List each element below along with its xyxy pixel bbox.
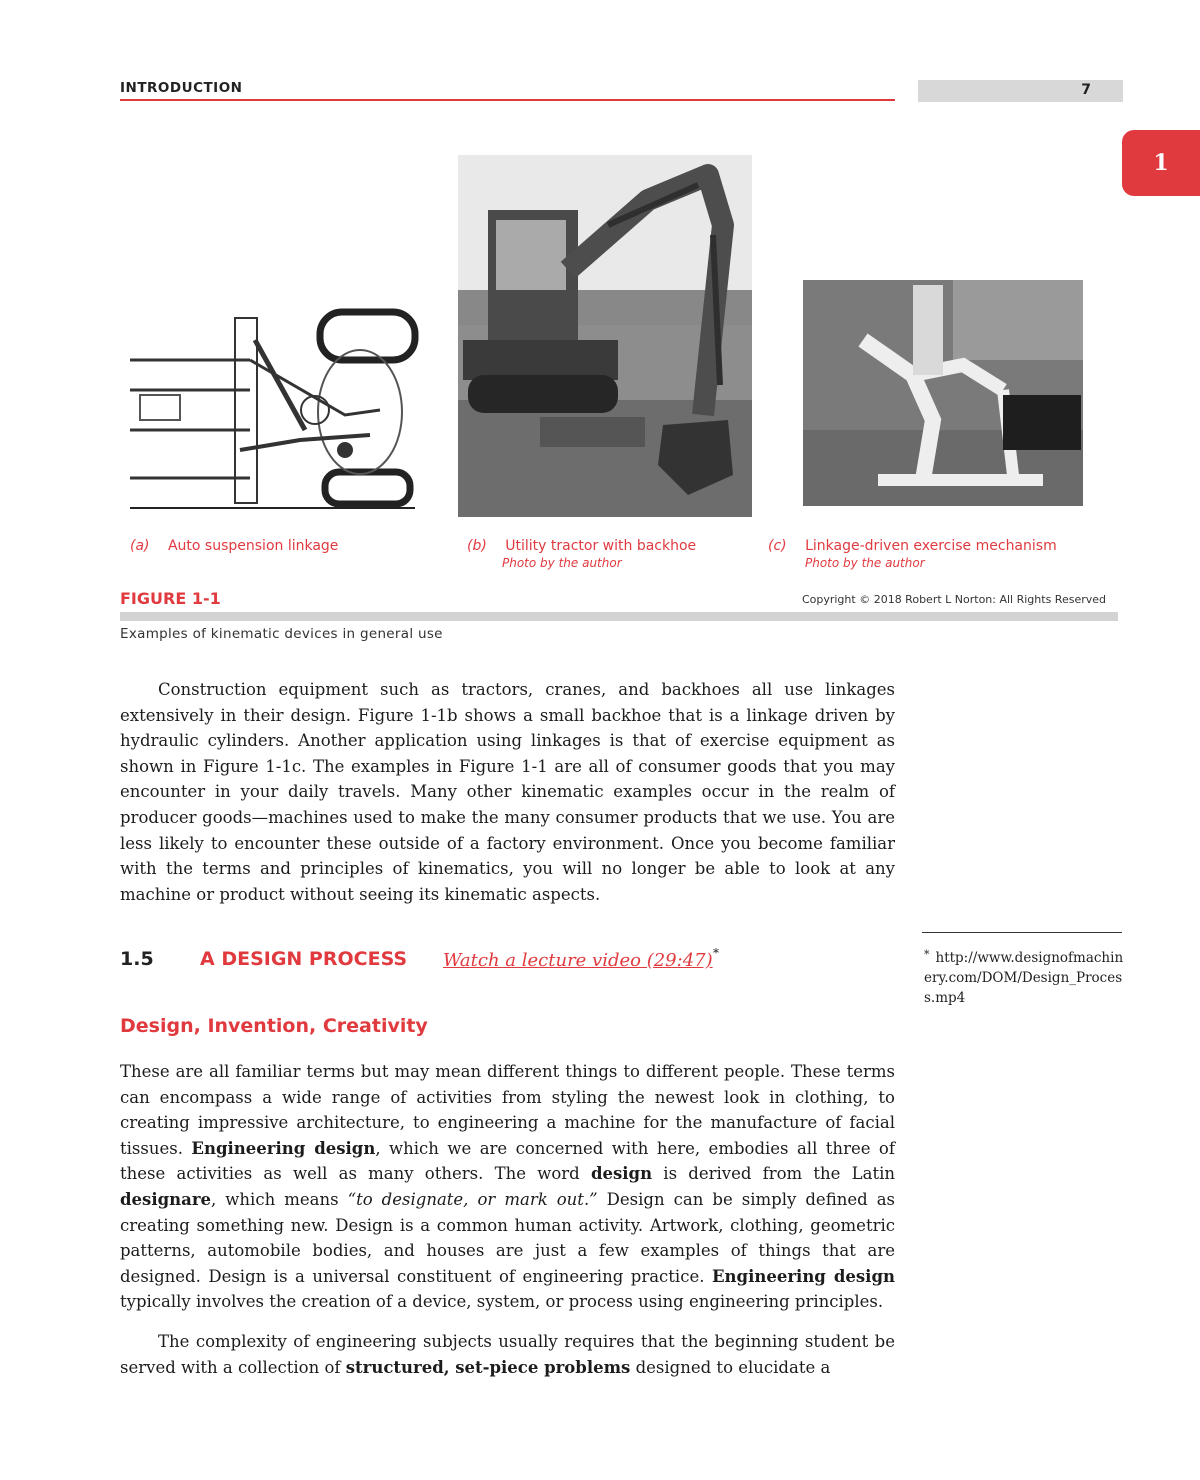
subsection-title: Design, Invention, Creativity xyxy=(120,1015,428,1037)
page-number: 7 xyxy=(1081,82,1091,98)
p2-text-6: typically involves the creation of a device, system, or process using engineering principles. xyxy=(120,1292,884,1312)
caption-b-text: Utility tractor with backhoe xyxy=(505,538,697,554)
caption-a-label: (a) xyxy=(130,538,150,554)
p2-bold-engineering-design: Engineering design xyxy=(191,1138,376,1158)
caption-c xyxy=(768,537,1057,555)
footnote-rule xyxy=(922,932,1122,933)
body-paragraph-1 xyxy=(120,677,895,907)
p2-text-1: These are all familiar terms but may mean different things to different people. These terms can encompass a wide range of activities from styling the newest look in clothing, to creating impressive architecture, to engineering a machine for the manufacture of facial tissues. xyxy=(120,1062,895,1158)
caption-b-credit: Photo by the author xyxy=(502,556,622,570)
page-number-box xyxy=(918,80,1123,102)
p2-bold-designare: designare xyxy=(120,1189,212,1209)
p2-bold-engineering-design-2: Engineering design xyxy=(711,1266,895,1286)
footnote-mark: * xyxy=(924,948,930,961)
section-number: 1.5 xyxy=(120,948,154,970)
caption-a xyxy=(130,537,338,555)
caption-c-text: Linkage-driven exercise mechanism xyxy=(805,538,1057,554)
caption-b xyxy=(467,537,696,555)
figure-description: Examples of kinematic devices in general use xyxy=(120,626,443,642)
caption-a-text: Auto suspension linkage xyxy=(167,538,339,554)
caption-c-credit: Photo by the author xyxy=(805,556,925,570)
p3-bold-structured: structured, set-piece problems xyxy=(345,1357,631,1377)
footnote-reference: * xyxy=(713,946,719,960)
backhoe-photo xyxy=(458,155,752,517)
exercise-machine-photo xyxy=(803,280,1083,506)
footnote-url[interactable]: http://www.designofmachinery.com/DOM/Design_Process.mp4 xyxy=(924,950,1124,1006)
figure-label: FIGURE 1-1 xyxy=(120,589,221,608)
suspension-linkage-drawing xyxy=(130,300,420,515)
p3-text-2: designed to elucidate a xyxy=(630,1357,831,1377)
p2-italic-quote: “to designate, or mark out.” xyxy=(347,1189,598,1209)
paragraph-1-text: Construction equipment such as tractors, cranes, and backhoes all use linkages extensively in their design. Figure 1-1b shows a small backhoe that is a linkage driven by hydraulic cylinders. Another application using linkages is that of exercise equipment as shown in Figure 1-1c. The examples in Figure 1-1 are all of consumer goods that you may encounter in your daily travels. Many other kinematic examples occur in the realm of producer goods—machines used to make the many consumer products that we use. You are less likely to encounter these outside of a factory environment. Once you become familiar with the terms and principles of kinematics, you will no longer be able to look at any machine or product without seeing its kinematic aspects. xyxy=(120,680,895,904)
p2-text-5: Design can be simply defined as creating something new. Design is a common human activity. Artwork, clothing, geometric patterns, automobile bodies, and houses are just a few examples of things that are designed. Design is a universal constituent of engineering practice. xyxy=(120,1189,895,1286)
caption-b-label: (b) xyxy=(467,538,487,554)
p2-text-3: is derived from the Latin xyxy=(652,1164,896,1184)
body-paragraph-3 xyxy=(120,1329,895,1380)
running-header: INTRODUCTION xyxy=(120,80,243,96)
figure-rule xyxy=(120,612,1118,621)
p2-text-4: , which means xyxy=(211,1189,348,1209)
p3-text-1: The complexity of engineering subjects usually requires that the beginning student be served with a collection of xyxy=(120,1332,895,1377)
footnote xyxy=(924,945,1124,1008)
chapter-tab: 1 xyxy=(1122,130,1200,196)
header-rule xyxy=(120,99,895,101)
lecture-video-link[interactable]: Watch a lecture video (29:47) xyxy=(443,950,713,971)
p2-bold-design: design xyxy=(590,1164,653,1184)
body-paragraph-2 xyxy=(120,1059,895,1315)
caption-c-label: (c) xyxy=(768,538,787,554)
p2-text-2: , which we are concerned with here, embodies all three of these activities as well as many others. The word xyxy=(120,1138,895,1184)
section-title: A DESIGN PROCESS xyxy=(200,948,408,970)
figure-copyright: Copyright © 2018 Robert L Norton: All Rights Reserved xyxy=(801,593,1106,606)
